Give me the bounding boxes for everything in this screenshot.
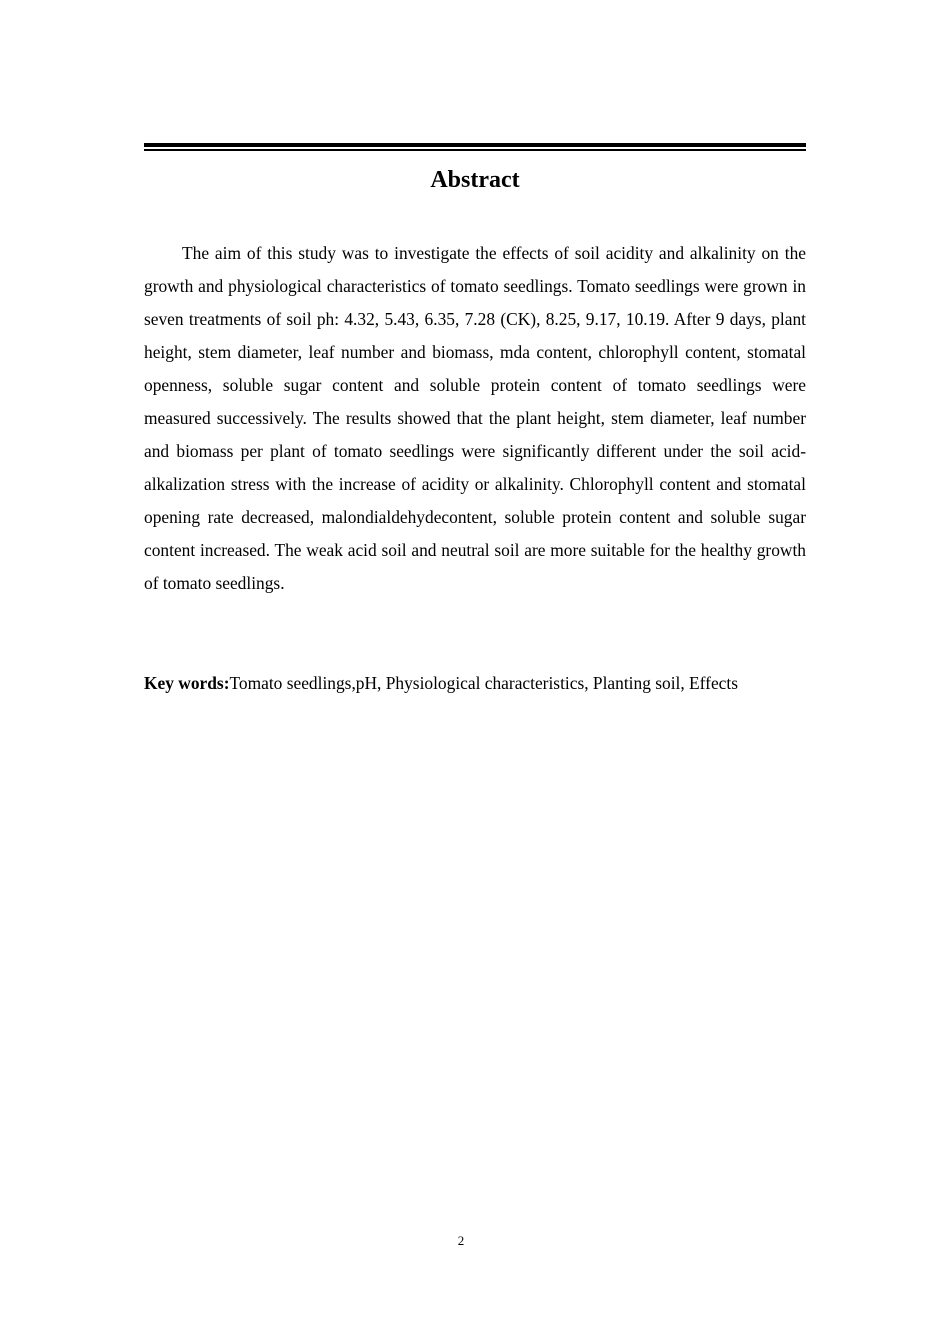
header-rule-thick <box>144 143 806 147</box>
page-title: Abstract <box>430 167 520 193</box>
page-number: 2 <box>457 1233 465 1248</box>
keywords-label: Key words: <box>144 673 230 693</box>
abstract-paragraph: The aim of this study was to investigate the effects of soil acidity and alkalinity on the growth and physiological characteristics of tomato seedlings. Tomato seedlings were grown in seven treatments of soil ph: 4.32, 5.43, 6.35, 7.28 (CK), 8.25, 9.17, 10.19. After 9 days, plant height, stem diameter, leaf number and biomass, mda content, chlorophyll content, stomatal openness, soluble sugar content and soluble protein content of tomato seedlings were measured successively. The results showed that the plant height, stem diameter, leaf number and biomass per plant of tomato seedlings were significantly different under the soil acid-alkalization stress with the increase of acidity or alkalinity. Chlorophyll content and stomatal opening rate decreased, malondialdehydecontent, soluble protein content and soluble sugar content increased. The weak acid soil and neutral soil are more suitable for the healthy growth of tomato seedlings. <box>144 243 806 593</box>
keywords-text: Tomato seedlings,pH, Physiological characteristics, Planting soil, Effects <box>229 673 738 693</box>
keywords-line <box>144 667 806 700</box>
header-rule-thin <box>144 149 806 151</box>
